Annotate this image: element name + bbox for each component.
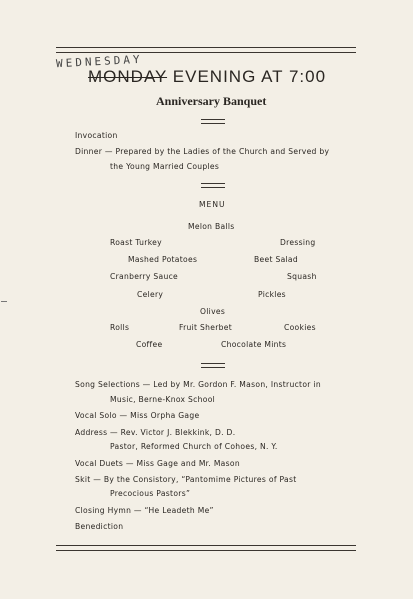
menu-title: MENU	[199, 200, 226, 209]
divider-rule	[201, 183, 225, 188]
menu-item: Coffee	[136, 340, 163, 349]
menu-item: Dressing	[280, 238, 316, 247]
menu-item: Roast Turkey	[110, 238, 162, 247]
menu-item: Fruit Sherbet	[179, 323, 233, 332]
menu-item: Cranberry Sauce	[110, 272, 179, 281]
evening-time: EVENING AT 7:00	[172, 67, 327, 86]
divider-rule	[201, 363, 225, 368]
divider-rule	[201, 119, 225, 124]
struck-day: MONDAY	[88, 67, 168, 86]
menu-item: Squash	[287, 272, 317, 281]
top-double-rule	[56, 47, 356, 53]
menu-item: Olives	[200, 307, 226, 316]
menu-item: Chocolate Mints	[221, 340, 287, 349]
vocal-duets-item: Vocal Duets — Miss Gage and Mr. Mason	[75, 459, 240, 468]
dinner-line-2: the Young Married Couples	[110, 162, 220, 171]
benediction-item: Benediction	[75, 522, 124, 531]
evening-heading	[88, 67, 326, 87]
margin-mark	[1, 301, 7, 302]
skit-line-2: Precocious Pastors”	[110, 489, 191, 498]
menu-item: Pickles	[258, 290, 286, 299]
address-line-2: Pastor, Reformed Church of Cohoes, N. Y.	[110, 442, 278, 451]
address-line-1: Address — Rev. Victor J. Blekkink, D. D.	[75, 428, 236, 437]
menu-item: Beet Salad	[254, 255, 299, 264]
menu-item: Mashed Potatoes	[128, 255, 198, 264]
vocal-solo-item: Vocal Solo — Miss Orpha Gage	[75, 411, 200, 420]
menu-item: Rolls	[110, 323, 130, 332]
banquet-subtitle: Anniversary Banquet	[156, 94, 267, 108]
handwritten-day-note: WEDNESDAY	[55, 52, 143, 71]
menu-item: Celery	[137, 290, 164, 299]
invocation-item: Invocation	[75, 131, 118, 140]
menu-item: Cookies	[284, 323, 316, 332]
bottom-double-rule	[56, 545, 356, 551]
menu-item: Melon Balls	[188, 222, 235, 231]
skit-line-1: Skit — By the Consistory, “Pantomime Pictures of Past	[75, 475, 297, 484]
song-selections-line-1: Song Selections — Led by Mr. Gordon F. Mason, Instructor in	[75, 380, 321, 389]
closing-hymn-item: Closing Hymn — “He Leadeth Me”	[75, 506, 214, 515]
song-selections-line-2: Music, Berne-Knox School	[110, 395, 216, 404]
dinner-line-1: Dinner — Prepared by the Ladies of the Church and Served by	[75, 147, 330, 156]
